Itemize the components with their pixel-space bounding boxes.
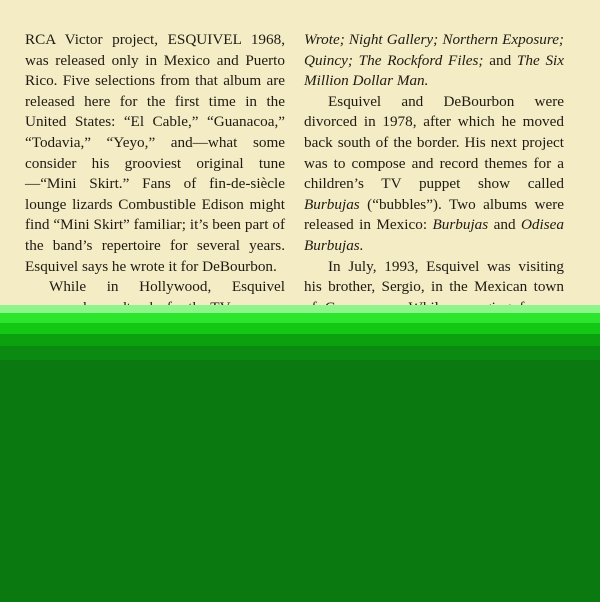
italic-title-text: Odisea Burbujas. (304, 216, 564, 254)
left-column-paragraph (25, 30, 285, 277)
italic-title-text: Burbujas (304, 195, 360, 213)
green-gradient-edge (0, 300, 600, 360)
green-band (0, 305, 600, 313)
body-text: RCA Victor project, ESQUIVEL 1968, was released only in Mexico and Puerto Rico. Five selections from that album are released here for the first time in the United States: “El Cable,” “Guanacoa,” “Todavia,” “Yeyo,” and—what some consider his grooviest original tune—“Mini Skirt.” Fans of fin-de-siècle lounge lizards Combustible Edison might find “Mini Skirt” familiar; it’s been part of the band’s repertoire for several years. Esquivel says he wrote it for DeBourbon. (25, 31, 285, 275)
green-band (0, 346, 600, 360)
italic-title-text: The Six Million Dollar Man. (304, 51, 565, 90)
green-band (0, 313, 600, 323)
italic-title-text: Burbujas (432, 216, 489, 234)
body-text: (“bubbles”). Two albums were released in Mexico: (304, 195, 564, 234)
body-text: In July, 1993, Esquivel was visiting his brother, Sergio, in the Mexican town (304, 257, 564, 296)
green-band (0, 334, 600, 346)
body-text: Esquivel and DeBourbon were divorced in 1978, after which he moved back south of the border. His next project was to compose and record themes for a children’s TV puppet show called (304, 92, 564, 193)
green-band (0, 323, 600, 334)
body-text: and (488, 216, 521, 234)
body-text: and (483, 51, 517, 69)
left-text-column (25, 30, 285, 318)
italic-title-text: Wrote; Night Gallery; Northern Exposure; Quincy; The Rockford Files; (304, 31, 564, 69)
right-column-paragraph (304, 30, 564, 92)
body-text: While in Hollywood, Esquivel (49, 278, 285, 296)
right-column-paragraph (304, 92, 564, 257)
